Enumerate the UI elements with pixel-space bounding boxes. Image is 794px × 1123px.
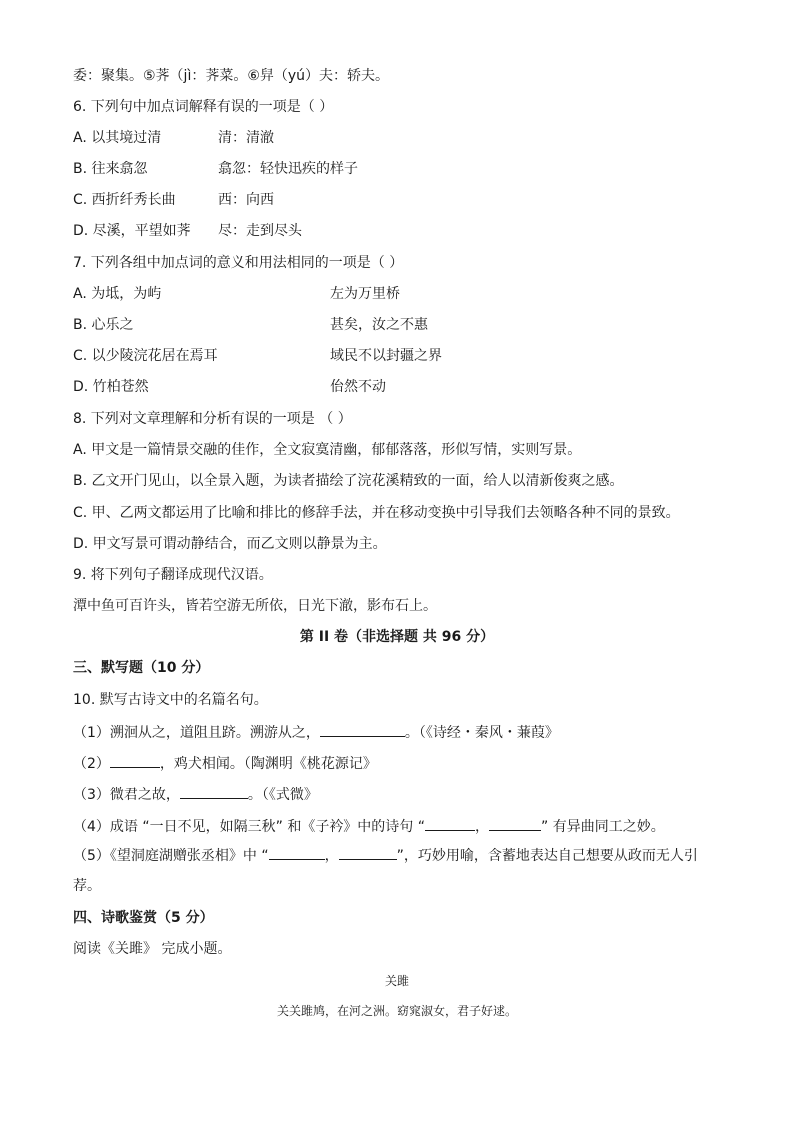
poem-line: 关关雎鸠，在河之洲。窈窕淑女，君子好逑。 bbox=[276, 1004, 517, 1018]
q6-option-d bbox=[73, 221, 718, 241]
q10-item-3-post: 。（《式微》 bbox=[247, 787, 318, 803]
answer-blank-5a[interactable] bbox=[269, 844, 325, 860]
q10-item-2-post: ，鸡犬相闻。（陶渊明《桃花源记》 bbox=[159, 756, 377, 772]
q6-option-b bbox=[73, 159, 718, 179]
q8-option-b: B. 乙文开门见山，以全景入题，为读者描绘了浣花溪精致的一面，给人以清新俊爽之感。 bbox=[73, 473, 624, 489]
answer-blank-4a[interactable] bbox=[425, 815, 475, 831]
q10-item-4 bbox=[73, 815, 665, 837]
annotation-note: 委：聚集。⑤荠（jì：荠菜。⑥舁（yú）夫：轿夫。 bbox=[73, 68, 390, 84]
q6-option-d-explanation: 尽：走到尽头 bbox=[218, 223, 302, 239]
q7-option-a bbox=[73, 284, 718, 304]
q6-option-c-text: C. 西折纤秀长曲 bbox=[73, 192, 176, 208]
q8-stem: 8. 下列对文章理解和分析有误的一项是 （ ） bbox=[73, 411, 352, 427]
q6-option-b-explanation: 翕忽：轻快迅疾的样子 bbox=[218, 161, 358, 177]
q10-item-4-pre: （4）成语 “一日不见，如隔三秋” 和《子衿》中的诗句 “ bbox=[73, 819, 426, 835]
answer-blank-3[interactable] bbox=[180, 783, 248, 799]
q6-option-a bbox=[73, 128, 718, 148]
q10-item-5-pre: （5）《望洞庭湖赠张丞相》中 “ bbox=[73, 848, 269, 864]
answer-blank-4b[interactable] bbox=[489, 815, 541, 831]
q10-item-1-post: 。（《诗经・秦风・蒹葭》 bbox=[404, 725, 559, 741]
q6-option-d-text: D. 尽溪，平望如荠 bbox=[73, 223, 191, 239]
q6-option-c bbox=[73, 190, 718, 210]
q7-option-a-right: 左为万里桥 bbox=[330, 286, 400, 302]
q7-option-a-left: A. 为坻，为屿 bbox=[73, 286, 162, 302]
answer-blank-2[interactable] bbox=[110, 752, 160, 768]
poem-title: 关雎 bbox=[384, 974, 409, 988]
q10-item-1 bbox=[73, 721, 559, 743]
q9-sentence: 潭中鱼可百许头，皆若空游无所依，日光下澈，影布石上。 bbox=[73, 598, 437, 614]
q10-stem: 10. 默写古诗文中的名篇名句。 bbox=[73, 692, 268, 708]
q10-item-5 bbox=[73, 841, 718, 901]
answer-blank-1[interactable] bbox=[320, 721, 405, 737]
q6-option-a-text: A. 以其境过清 bbox=[73, 130, 162, 146]
q8-option-d: D. 甲文写景可谓动静结合，而乙文则以静景为主。 bbox=[73, 536, 387, 552]
q7-option-d-right: 佁然不动 bbox=[330, 379, 386, 395]
q7-option-c-right: 域民不以封疆之界 bbox=[330, 348, 442, 364]
q7-option-d-left: D. 竹柏苍然 bbox=[73, 379, 149, 395]
q6-option-a-explanation: 清：清澈 bbox=[218, 130, 274, 146]
q6-option-b-text: B. 往来翕忽 bbox=[73, 161, 148, 177]
q10-item-2 bbox=[73, 752, 377, 774]
q7-option-b-right: 甚矣，汝之不惠 bbox=[330, 317, 428, 333]
q6-option-c-explanation: 西：向西 bbox=[218, 192, 274, 208]
q10-item-3-pre: （3）微君之故， bbox=[73, 787, 180, 803]
section4-stem: 阅读《关雎》 完成小题。 bbox=[73, 941, 232, 957]
q10-item-3 bbox=[73, 783, 318, 805]
q7-option-d bbox=[73, 377, 718, 397]
section4-title: 四、诗歌鉴赏（5 分） bbox=[73, 910, 214, 926]
q7-option-b bbox=[73, 315, 718, 335]
answer-blank-5b[interactable] bbox=[339, 844, 397, 860]
q7-option-b-left: B. 心乐之 bbox=[73, 317, 134, 333]
q10-item-1-pre: （1）溯洄从之，道阻且跻。溯游从之， bbox=[73, 725, 320, 741]
q10-item-4-post: ” 有异曲同工之妙。 bbox=[541, 819, 665, 835]
q10-item-5-post: ”，巧妙用喻，含蓄地表达自己想要从政而无人引荐。 bbox=[73, 848, 698, 894]
q7-option-c bbox=[73, 346, 718, 366]
q9-stem: 9. 将下列句子翻译成现代汉语。 bbox=[73, 567, 273, 583]
q10-item-4-mid: ， bbox=[475, 819, 490, 835]
q7-stem: 7. 下列各组中加点词的意义和用法相同的一项是（ ） bbox=[73, 255, 404, 271]
part2-title: 第 II 卷（非选择题 共 96 分） bbox=[299, 629, 495, 645]
section3-title: 三、默写题（10 分） bbox=[73, 660, 210, 676]
q6-stem: 6. 下列句中加点词解释有误的一项是（ ） bbox=[73, 99, 334, 115]
q8-option-a: A. 甲文是一篇情景交融的佳作，全文寂寞清幽，郁郁落落，形似写情，实则写景。 bbox=[73, 442, 582, 458]
q7-option-c-left: C. 以少陵浣花居在焉耳 bbox=[73, 348, 218, 364]
q10-item-2-pre: （2） bbox=[73, 756, 110, 772]
q10-item-5-mid: ， bbox=[324, 848, 339, 864]
q8-option-c: C. 甲、乙两文都运用了比喻和排比的修辞手法，并在移动变换中引导我们去领略各种不同的景致。 bbox=[73, 505, 680, 521]
